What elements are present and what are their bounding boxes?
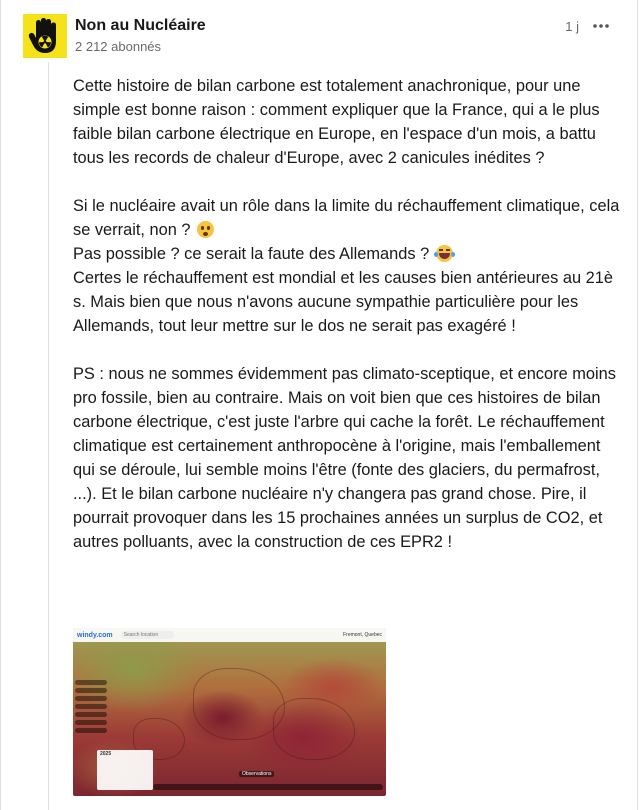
paragraph-4: Certes le réchauffement est mondial et les causes bien antérieures au 21è s. Mais bien que nous n'avons aucune sympathie particulière pour les Allemands, tout leur mettre sur le dos ne serait pas exagéré ! (73, 269, 613, 335)
weather-map-image[interactable] (73, 628, 386, 796)
map-layer-item (75, 712, 107, 717)
post-timestamp: 1 j (565, 19, 579, 34)
map-layer-item (75, 704, 107, 709)
follower-count: 2 212 abonnés (75, 39, 162, 54)
map-layer-item (75, 680, 107, 685)
map-landmass (273, 698, 355, 760)
raised-hand-nuclear-icon (28, 17, 62, 55)
map-logo: windy.com (77, 631, 113, 639)
map-location: Fremont, Quebec (343, 632, 382, 638)
map-layer-item (75, 696, 107, 701)
post-header (23, 14, 623, 62)
map-layer-item (75, 728, 107, 733)
map-timeline (153, 784, 383, 790)
map-search-input: Search location (121, 631, 174, 639)
map-calendar (97, 750, 153, 790)
paragraph-5: PS : nous ne sommes évidemment pas climato-sceptique, et encore moins pro fossile, bien au contraire. Mais on voit bien que ces histoires de bilan carbone électrique, c'est juste l'arbre qui cache la forêt. Le réchauffement climatique est certainement anthropocène à l'origine, mais l'emballement qui se déroule, lui semble moins l'être (fonte des glaciers, du permafrost, ...). Et le bilan carbone nucléaire n'y changera pas grand chose. Pire, il pourrait provoquer dans les 15 prochaines années un surplus de CO2, et autres polluants, avec la construction de ces EPR2 ! (73, 365, 616, 551)
paragraph-1: Cette histoire de bilan carbone est totalement anachronique, pour une simple est bonne raison : comment expliquer que la France, qui a le plus faible bilan carbone électrique en Europe, en l'espace d'un mois, a battu tous les records de chaleur d'Europe, avec 2 canicules inédites ? (73, 77, 600, 167)
author-avatar[interactable] (23, 14, 67, 58)
paragraph-3: Pas possible ? ce serait la faute des Allemands ? (73, 242, 621, 266)
map-label: Observations (239, 771, 274, 777)
map-layer-item (75, 688, 107, 693)
paragraph-2: Si le nucléaire avait un rôle dans la limite du réchauffement climatique, cela se verrait, non ? (73, 197, 620, 239)
author-name[interactable]: Non au Nucléaire (75, 17, 206, 34)
map-layer-list (75, 680, 107, 760)
fearful-face-icon (197, 221, 214, 238)
map-landmass (193, 668, 285, 740)
more-horizontal-icon (593, 24, 609, 28)
map-toolbar (73, 628, 386, 642)
map-calendar-header: 2025 (100, 751, 112, 757)
tears-of-joy-icon (436, 245, 453, 262)
post-content (73, 74, 621, 554)
more-options-button[interactable] (589, 16, 613, 36)
thread-line (48, 62, 49, 810)
map-layer-item (75, 720, 107, 725)
